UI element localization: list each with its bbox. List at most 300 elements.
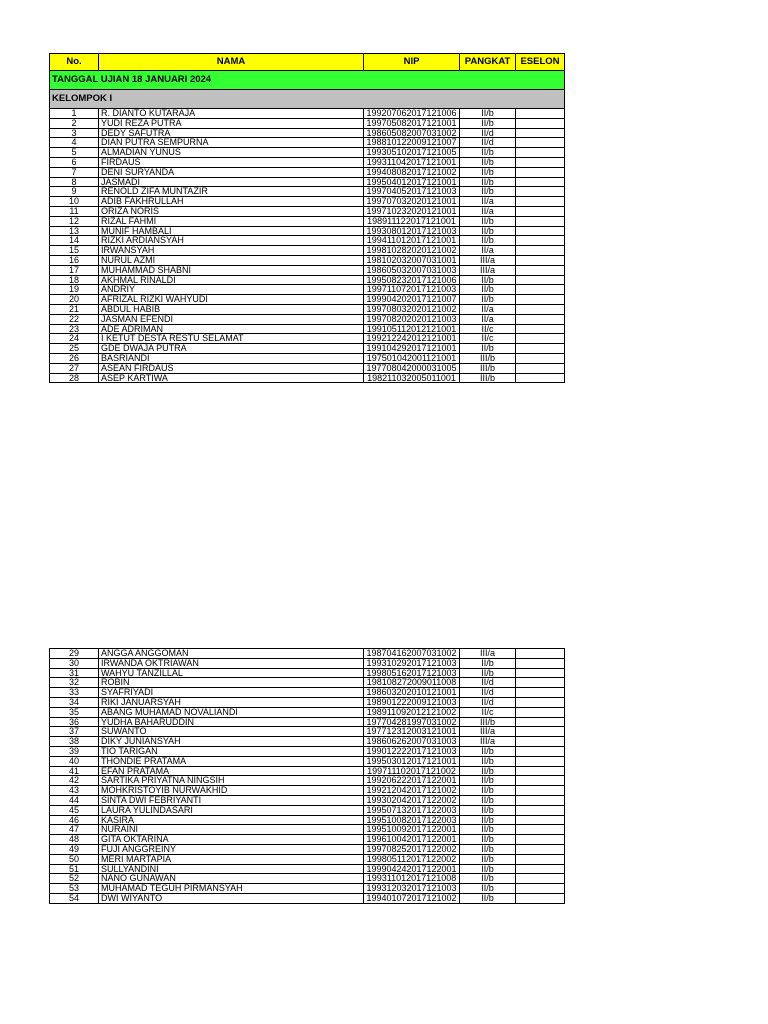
cell-no: 28 [50,373,99,383]
cell-eselon [516,167,565,177]
cell-eselon [516,697,565,707]
cell-eselon [516,737,565,747]
cell-eselon [516,844,565,854]
table-row [50,854,565,864]
cell-eselon [516,255,565,265]
cell-eselon [516,373,565,383]
cell-nama: ASEP KARTIWA [99,373,364,383]
cell-nama: MUHAMMAD SHABNI [99,265,364,275]
cell-nama: DIKY JUNIANSYAH [99,737,364,747]
cell-nama: FIRDAUS [99,157,364,167]
cell-no: 1 [50,109,99,119]
cell-no: 29 [50,649,99,659]
cell-pangkat: II/b [460,157,516,167]
cell-eselon [516,275,565,285]
table-row [50,148,565,158]
cell-eselon [516,138,565,148]
cell-nip: 199610042017122001 [364,835,460,845]
cell-nama: ANGGA ANGGOMAN [99,649,364,659]
cell-nama: JASMADI [99,177,364,187]
cell-eselon [516,109,565,119]
cell-nama: DWI WIYANTO [99,893,364,903]
cell-eselon [516,177,565,187]
cell-no: 21 [50,304,99,314]
table-row [50,678,565,688]
cell-no: 13 [50,226,99,236]
table-row [50,314,565,324]
cell-eselon [516,815,565,825]
cell-nip: 198810122009121007 [364,138,460,148]
header-nama: NAMA [99,54,364,71]
cell-pangkat: II/b [460,668,516,678]
cell-nip: 199311042017121001 [364,157,460,167]
cell-no: 27 [50,363,99,373]
cell-pangkat: III/a [460,727,516,737]
cell-no: 4 [50,138,99,148]
cell-nip: 199504012017121001 [364,177,460,187]
table-row [50,649,565,659]
table-header-row [50,54,565,71]
cell-no: 12 [50,216,99,226]
cell-eselon [516,324,565,334]
cell-pangkat: II/c [460,334,516,344]
table-row [50,246,565,256]
cell-nama: BASRIANDI [99,353,364,363]
cell-nip: 198603202010121001 [364,688,460,698]
cell-nama: ORIZA NORIS [99,206,364,216]
cell-nip: 199508232017121006 [364,275,460,285]
cell-no: 26 [50,353,99,363]
table-row [50,304,565,314]
cell-nip: 199710232020121001 [364,206,460,216]
cell-pangkat: III/b [460,373,516,383]
cell-pangkat: II/b [460,776,516,786]
cell-nama: AFRIZAL RIZKI WAHYUDI [99,295,364,305]
cell-pangkat: II/b [460,177,516,187]
cell-no: 54 [50,893,99,903]
cell-eselon [516,727,565,737]
table-row [50,805,565,815]
cell-no: 51 [50,864,99,874]
cell-eselon [516,668,565,678]
cell-pangkat: III/b [460,363,516,373]
cell-no: 23 [50,324,99,334]
cell-nip: 199708202020121003 [364,314,460,324]
cell-pangkat: III/b [460,717,516,727]
cell-pangkat: II/b [460,884,516,894]
cell-nip: 199012222017121003 [364,746,460,756]
cell-nama: ANDRIY [99,285,364,295]
cell-nama: EFAN PRATAMA [99,766,364,776]
cell-pangkat: II/d [460,138,516,148]
cell-pangkat: II/b [460,835,516,845]
cell-nama: ABDUL HABIB [99,304,364,314]
cell-nama: NURAINI [99,825,364,835]
cell-no: 37 [50,727,99,737]
participant-table-page-2 [49,648,565,904]
cell-pangkat: II/b [460,275,516,285]
cell-nama: AKHMAL RINALDI [99,275,364,285]
cell-eselon [516,236,565,246]
participant-table-page-1 [49,53,565,383]
cell-pangkat: II/b [460,854,516,864]
table-row [50,707,565,717]
table-row [50,373,565,383]
header-pangkat: PANGKAT [460,54,516,71]
cell-pangkat: II/d [460,697,516,707]
cell-no: 15 [50,246,99,256]
cell-nama: RENOLD ZIFA MUNTAZIR [99,187,364,197]
cell-eselon [516,766,565,776]
cell-eselon [516,206,565,216]
cell-eselon [516,334,565,344]
cell-eselon [516,707,565,717]
cell-nip: 199704052017121003 [364,187,460,197]
header-nip: NIP [364,54,460,71]
cell-nama: ADE ADRIMAN [99,324,364,334]
cell-nama: SYAFRIYADI [99,688,364,698]
cell-nip: 199305102017121005 [364,148,460,158]
table-row [50,187,565,197]
cell-eselon [516,776,565,786]
cell-pangkat: II/c [460,707,516,717]
cell-no: 22 [50,314,99,324]
cell-nama: YUDHA BAHARUDDIN [99,717,364,727]
cell-no: 24 [50,334,99,344]
cell-nip: 199705082017121001 [364,118,460,128]
cell-nip: 199212042017121002 [364,786,460,796]
cell-nama: KASIRA [99,815,364,825]
cell-no: 8 [50,177,99,187]
cell-no: 9 [50,187,99,197]
cell-eselon [516,835,565,845]
table-row [50,668,565,678]
table-row [50,275,565,285]
table-row [50,688,565,698]
cell-nip: 199810282020121002 [364,246,460,256]
cell-pangkat: II/b [460,844,516,854]
cell-nip: 199207062017121006 [364,109,460,119]
table-row [50,265,565,275]
cell-nama: ROBIN [99,678,364,688]
cell-eselon [516,854,565,864]
cell-nip: 199510092017122001 [364,825,460,835]
cell-pangkat: II/d [460,688,516,698]
cell-eselon [516,118,565,128]
cell-no: 32 [50,678,99,688]
cell-eselon [516,128,565,138]
cell-eselon [516,756,565,766]
cell-nip: 199308012017121003 [364,226,460,236]
cell-nama: DENI SURYANDA [99,167,364,177]
table-row [50,167,565,177]
cell-no: 47 [50,825,99,835]
cell-nip: 199708032020121002 [364,304,460,314]
table-row [50,727,565,737]
cell-nama: NURUL AZMI [99,255,364,265]
cell-eselon [516,344,565,354]
cell-nip: 199401072017121002 [364,893,460,903]
cell-nama: MOHKRISTOYIB NURWAKHID [99,786,364,796]
cell-no: 18 [50,275,99,285]
cell-nama: ABANG MUHAMAD NOVALIANDI [99,707,364,717]
table-row [50,766,565,776]
cell-nama: RIKI JANUARSYAH [99,697,364,707]
cell-no: 3 [50,128,99,138]
cell-eselon [516,285,565,295]
cell-nip: 198102032007031001 [364,255,460,265]
cell-nama: GITA OKTARINA [99,835,364,845]
cell-nip: 199507132017122003 [364,805,460,815]
cell-pangkat: II/b [460,864,516,874]
table-row [50,128,565,138]
cell-nip: 199104292017121001 [364,344,460,354]
cell-no: 44 [50,795,99,805]
cell-nip: 199312032017121003 [364,884,460,894]
table-row [50,844,565,854]
cell-no: 41 [50,766,99,776]
exam-date-label: TANGGAL UJIAN 18 JANUARI 2024 [50,71,565,90]
cell-no: 5 [50,148,99,158]
table-row [50,177,565,187]
table-row [50,236,565,246]
table-row [50,344,565,354]
cell-eselon [516,148,565,158]
cell-eselon [516,353,565,363]
cell-nama: WAHYU TANZILLAL [99,668,364,678]
cell-eselon [516,688,565,698]
cell-nip: 199311012017121008 [364,874,460,884]
table-row [50,746,565,756]
cell-nip: 199904242017122001 [364,864,460,874]
cell-pangkat: II/b [460,295,516,305]
cell-nama: RIZAL FAHMI [99,216,364,226]
table-row [50,658,565,668]
table-row [50,226,565,236]
table-row [50,756,565,766]
cell-nama: DEDY SAFUTRA [99,128,364,138]
cell-no: 7 [50,167,99,177]
cell-no: 17 [50,265,99,275]
cell-no: 31 [50,668,99,678]
table-row [50,776,565,786]
table-row [50,864,565,874]
cell-no: 40 [50,756,99,766]
cell-pangkat: II/b [460,756,516,766]
cell-nip: 198211032005011001 [364,373,460,383]
table-row [50,874,565,884]
cell-pangkat: III/a [460,649,516,659]
table-row [50,157,565,167]
cell-no: 33 [50,688,99,698]
cell-nama: ASEAN FIRDAUS [99,363,364,373]
cell-nama: RIZKI ARDIANSYAH [99,236,364,246]
cell-no: 20 [50,295,99,305]
table-row [50,893,565,903]
cell-nip: 198605082007031002 [364,128,460,138]
cell-no: 14 [50,236,99,246]
table-row [50,324,565,334]
cell-no: 50 [50,854,99,864]
cell-eselon [516,884,565,894]
cell-pangkat: III/a [460,737,516,747]
cell-nip: 199805162017121003 [364,668,460,678]
cell-no: 6 [50,157,99,167]
cell-nip: 199805112017122002 [364,854,460,864]
cell-no: 2 [50,118,99,128]
cell-nama: ALMADIAN YUNUS [99,148,364,158]
cell-nama: IRWANDA OKTRIAWAN [99,658,364,668]
cell-nip: 198704162007031002 [364,649,460,659]
cell-no: 10 [50,197,99,207]
cell-no: 34 [50,697,99,707]
cell-no: 36 [50,717,99,727]
cell-pangkat: II/a [460,197,516,207]
cell-no: 39 [50,746,99,756]
cell-eselon [516,786,565,796]
cell-pangkat: II/b [460,795,516,805]
cell-nip: 199711072017121003 [364,285,460,295]
cell-pangkat: II/b [460,825,516,835]
cell-pangkat: II/b [460,187,516,197]
cell-nama: I KETUT DESTA RESTU SELAMAT [99,334,364,344]
cell-pangkat: II/b [460,815,516,825]
table-row [50,334,565,344]
table-row [50,815,565,825]
table-row [50,197,565,207]
cell-pangkat: II/a [460,304,516,314]
cell-nama: NANO GUNAWAN [99,874,364,884]
cell-pangkat: III/a [460,265,516,275]
cell-nama: GDE DWAJA PUTRA [99,344,364,354]
cell-nama: JASMAN EFENDI [99,314,364,324]
cell-nama: R. DIANTO KUTARAJA [99,109,364,119]
table-row [50,138,565,148]
cell-nip: 198605032007031003 [364,265,460,275]
cell-eselon [516,157,565,167]
cell-nip: 199310292017121003 [364,658,460,668]
cell-eselon [516,304,565,314]
table-row [50,795,565,805]
cell-pangkat: II/b [460,118,516,128]
cell-nip: 199510082017122003 [364,815,460,825]
cell-eselon [516,295,565,305]
cell-nip: 198108272009011008 [364,678,460,688]
exam-date-row [50,71,565,90]
cell-pangkat: II/b [460,285,516,295]
cell-pangkat: II/b [460,109,516,119]
table-row [50,825,565,835]
cell-pangkat: II/b [460,658,516,668]
cell-no: 42 [50,776,99,786]
table-row [50,786,565,796]
cell-eselon [516,246,565,256]
cell-no: 11 [50,206,99,216]
table-row [50,118,565,128]
cell-eselon [516,216,565,226]
header-no: No. [50,54,99,71]
cell-nama: MUNIF HAMBALI [99,226,364,236]
cell-nama: SUWANTO [99,727,364,737]
cell-eselon [516,805,565,815]
cell-pangkat: II/b [460,786,516,796]
table-row [50,109,565,119]
cell-pangkat: III/a [460,255,516,265]
cell-nip: 199904202017121007 [364,295,460,305]
header-eselon: ESELON [516,54,565,71]
cell-no: 43 [50,786,99,796]
cell-nip: 199408082017121002 [364,167,460,177]
cell-nama: THONDIE PRATAMA [99,756,364,766]
cell-nama: SULLYANDINI [99,864,364,874]
cell-nama: LAURA YULINDASARI [99,805,364,815]
cell-nama: ADIB FAKHRULLAH [99,197,364,207]
cell-no: 19 [50,285,99,295]
cell-nip: 197708042000031005 [364,363,460,373]
group-row [50,90,565,109]
table-row [50,884,565,894]
cell-pangkat: II/b [460,746,516,756]
cell-eselon [516,187,565,197]
table-row [50,717,565,727]
cell-pangkat: II/b [460,805,516,815]
cell-nama: YUDI REZA PUTRA [99,118,364,128]
cell-nip: 199711102017121002 [364,766,460,776]
cell-eselon [516,717,565,727]
cell-pangkat: II/b [460,344,516,354]
cell-nama: SINTA DWI FEBRIYANTI [99,795,364,805]
cell-pangkat: II/b [460,167,516,177]
cell-eselon [516,197,565,207]
cell-pangkat: II/b [460,148,516,158]
cell-pangkat: II/d [460,678,516,688]
table-row [50,216,565,226]
group-label: KELOMPOK I [50,90,565,109]
cell-nama: DIAN PUTRA SEMPURNA [99,138,364,148]
table-row [50,353,565,363]
table-row [50,206,565,216]
cell-eselon [516,363,565,373]
cell-nip: 199707032020121001 [364,197,460,207]
cell-pangkat: II/a [460,246,516,256]
cell-pangkat: II/b [460,893,516,903]
table-row [50,737,565,747]
cell-no: 45 [50,805,99,815]
table-row [50,363,565,373]
cell-pangkat: II/a [460,206,516,216]
cell-nip: 199503012017121001 [364,756,460,766]
table-row [50,285,565,295]
cell-no: 53 [50,884,99,894]
cell-nama: MERI MARTAPIA [99,854,364,864]
cell-pangkat: II/d [460,128,516,138]
cell-no: 49 [50,844,99,854]
cell-nip: 199212242012121001 [364,334,460,344]
table-row [50,697,565,707]
cell-nip: 198911122017121001 [364,216,460,226]
cell-no: 16 [50,255,99,265]
table-row [50,835,565,845]
cell-nip: 198606262007031003 [364,737,460,747]
cell-pangkat: II/b [460,226,516,236]
cell-pangkat: II/b [460,216,516,226]
cell-pangkat: II/b [460,236,516,246]
cell-eselon [516,874,565,884]
cell-no: 35 [50,707,99,717]
cell-nama: SARTIKA PRIYATNA NINGSIH [99,776,364,786]
cell-pangkat: II/b [460,874,516,884]
cell-nip: 198901222009121003 [364,697,460,707]
